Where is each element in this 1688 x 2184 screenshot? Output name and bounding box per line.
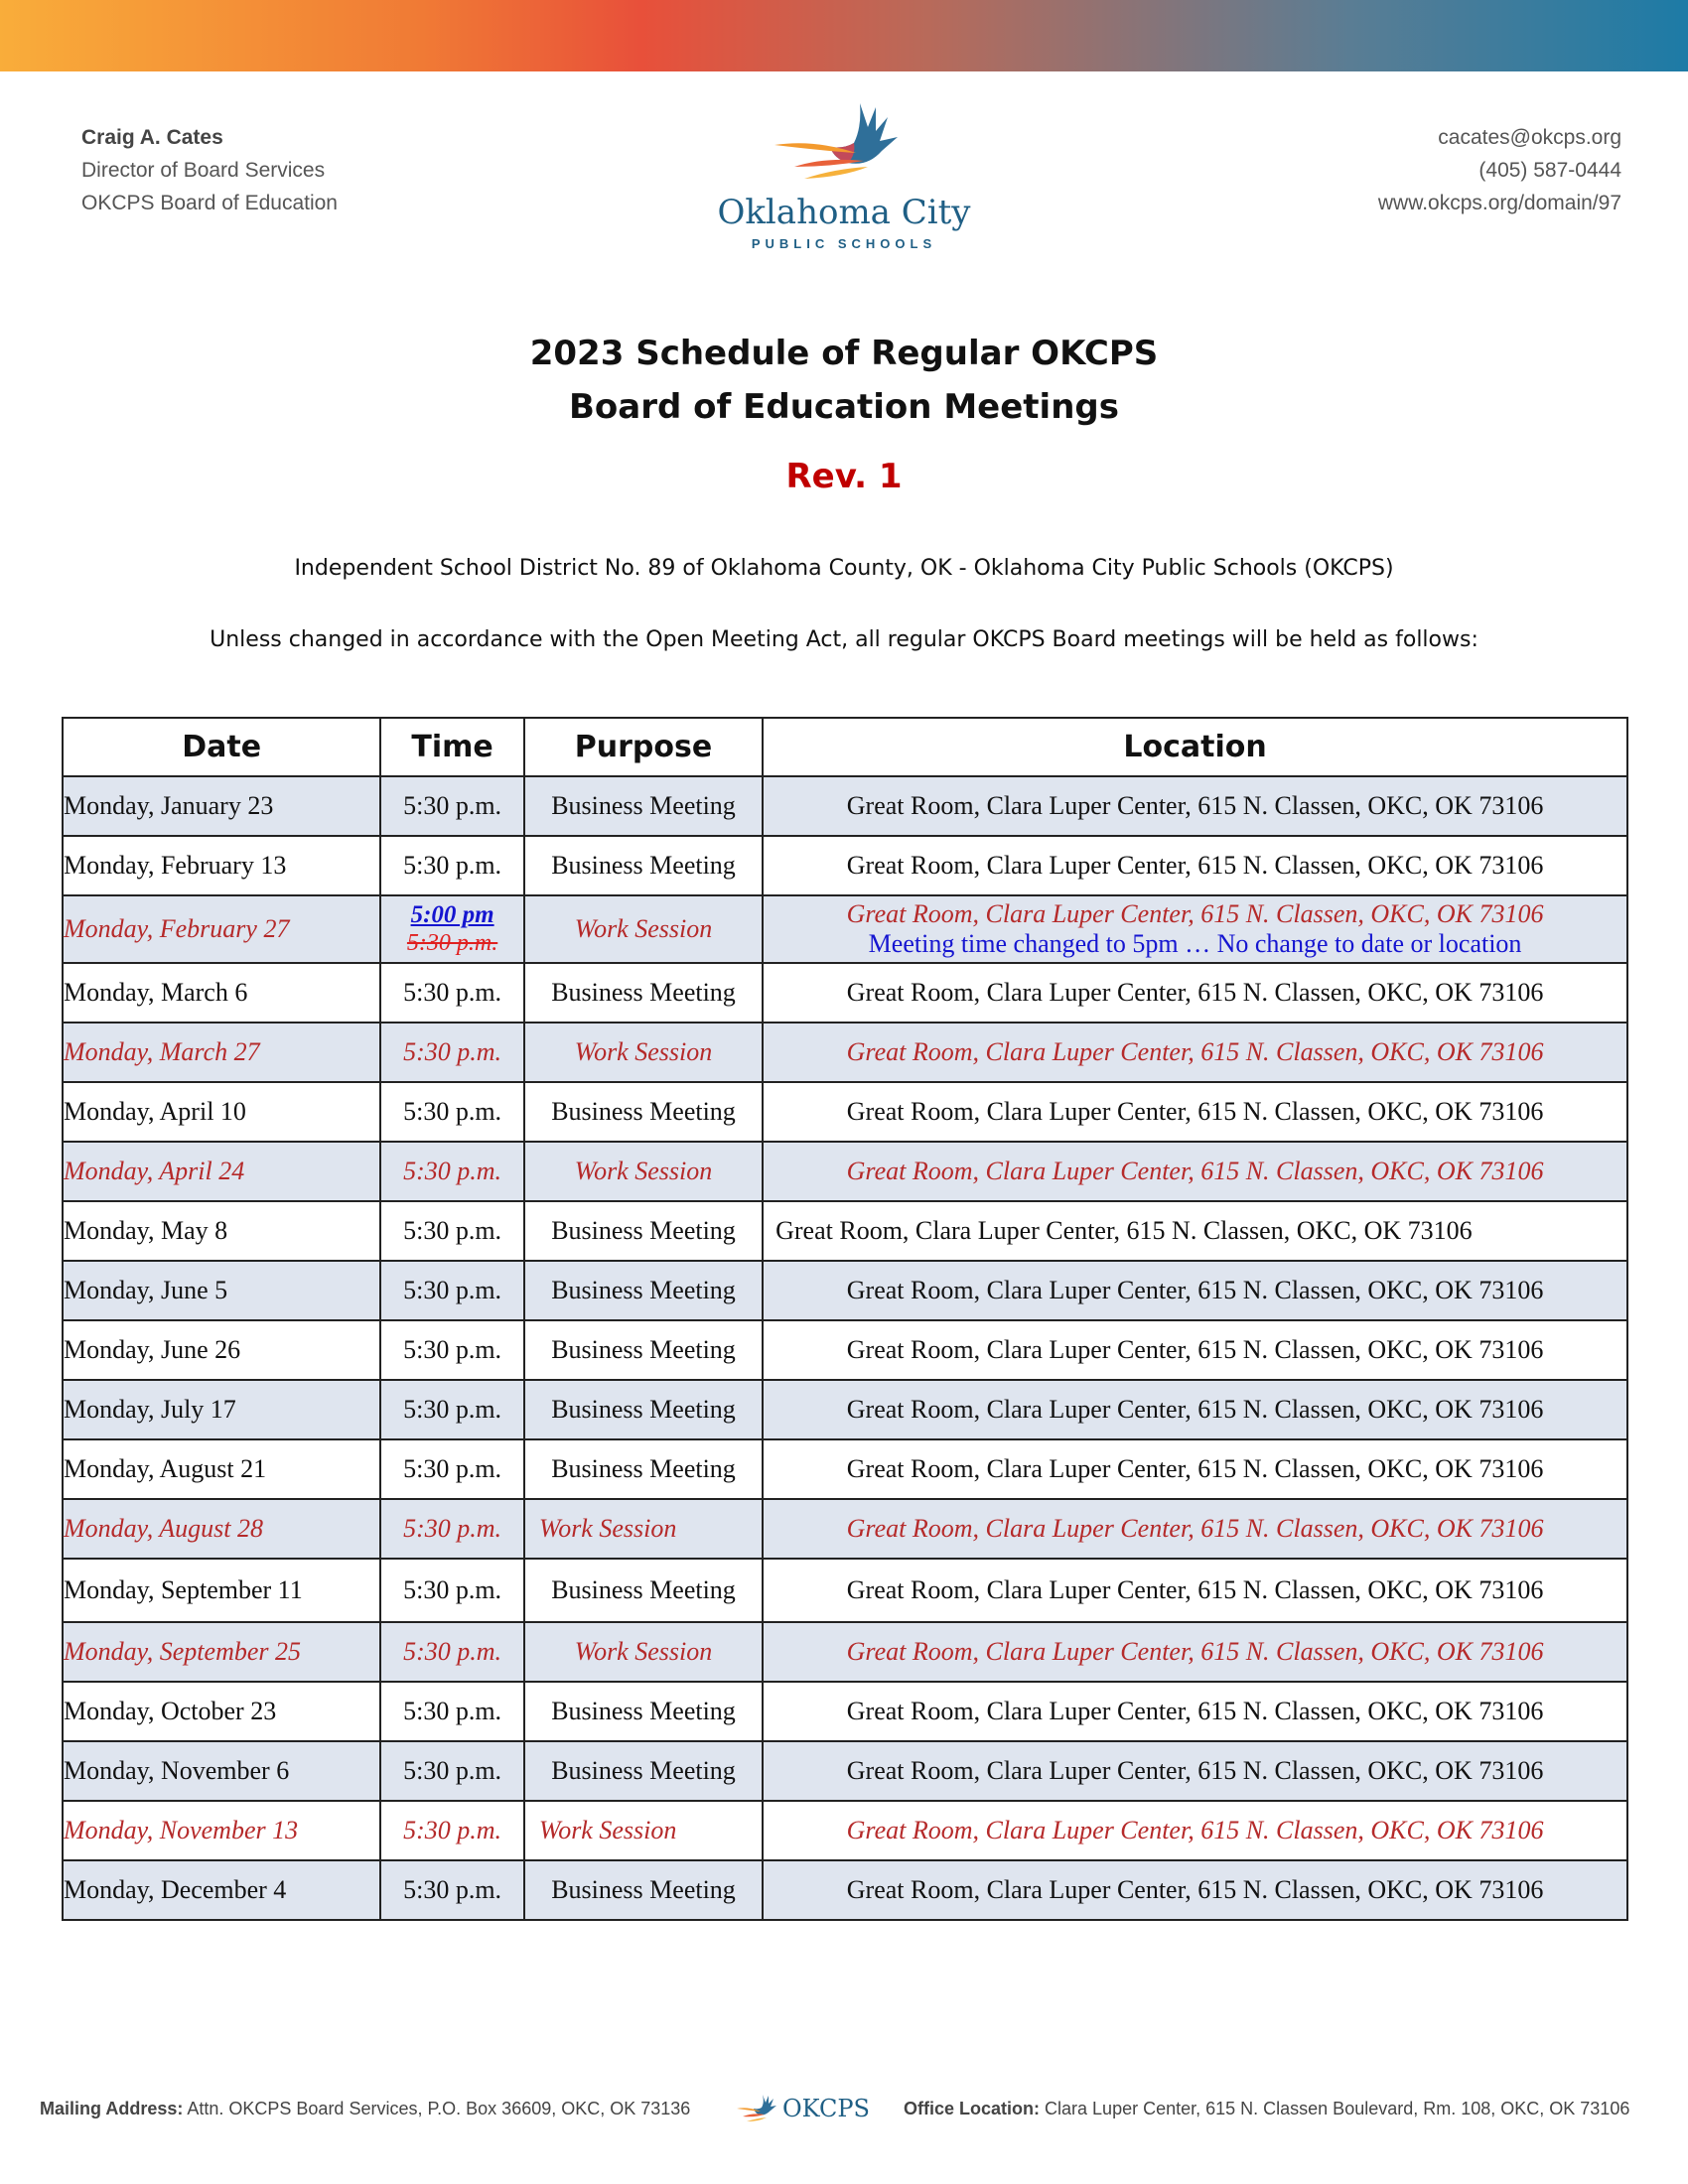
table-row [63, 1320, 1627, 1380]
footer-logo-text: OKCPS [782, 2095, 870, 2122]
cell-date: Monday, December 4 [63, 1860, 380, 1920]
cell-date: Monday, August 28 [63, 1499, 380, 1559]
logo-subtitle: PUBLIC SCHOOLS [751, 236, 937, 251]
table-header-row [63, 718, 1627, 776]
cell-time: 5:30 p.m. [380, 1261, 524, 1320]
cell-location: Great Room, Clara Luper Center, 615 N. Classen, OKC, OK 73106 [763, 1320, 1627, 1380]
cell-purpose: Business Meeting [524, 1682, 763, 1741]
cell-location [763, 895, 1627, 963]
mailing-address-value: Attn. OKCPS Board Services, P.O. Box 36609, OKC, OK 73136 [187, 2099, 691, 2118]
cell-purpose: Business Meeting [524, 836, 763, 895]
table-row [63, 1201, 1627, 1261]
table-row [63, 1082, 1627, 1142]
office-location-value: Clara Luper Center, 615 N. Classen Boulevard, Rm. 108, OKC, OK 73106 [1045, 2099, 1630, 2118]
cell-time: 5:30 p.m. [380, 1082, 524, 1142]
open-meeting-notice: Unless changed in accordance with the Open Meeting Act, all regular OKCPS Board meetings will be held as follows: [210, 627, 1478, 652]
cell-time: 5:30 p.m. [380, 1439, 524, 1499]
change-note: Meeting time changed to 5pm … No change to date or location [868, 929, 1522, 958]
document-title-line2: Board of Education Meetings [569, 387, 1119, 427]
cell-purpose: Business Meeting [524, 1380, 763, 1439]
table-row-work-session [63, 1622, 1627, 1682]
cell-purpose: Business Meeting [524, 1201, 763, 1261]
cell-location: Great Room, Clara Luper Center, 615 N. Classen, OKC, OK 73106 [763, 1082, 1627, 1142]
cell-purpose: Business Meeting [524, 1559, 763, 1622]
table-row [63, 963, 1627, 1023]
cell-time: 5:30 p.m. [380, 776, 524, 836]
meeting-schedule-table [62, 717, 1628, 1921]
new-time: 5:00 pm [410, 901, 494, 928]
table-row-changed [63, 895, 1627, 963]
table-row [63, 776, 1627, 836]
sender-org: OKCPS Board of Education [81, 192, 338, 214]
cell-purpose: Business Meeting [524, 963, 763, 1023]
cell-time: 5:30 p.m. [380, 1023, 524, 1082]
cell-purpose: Work Session [524, 1801, 763, 1860]
cell-location: Great Room, Clara Luper Center, 615 N. Classen, OKC, OK 73106 [763, 1439, 1627, 1499]
header-date: Date [63, 718, 380, 776]
cell-purpose: Work Session [524, 1622, 763, 1682]
header-time: Time [380, 718, 524, 776]
cell-purpose: Business Meeting [524, 1741, 763, 1801]
table-row [63, 1559, 1627, 1622]
table-row-work-session [63, 1499, 1627, 1559]
cell-purpose: Work Session [524, 1023, 763, 1082]
cell-time: 5:30 p.m. [380, 1741, 524, 1801]
cell-date: Monday, August 21 [63, 1439, 380, 1499]
cell-location: Great Room, Clara Luper Center, 615 N. Classen, OKC, OK 73106 [763, 836, 1627, 895]
cell-location: Great Room, Clara Luper Center, 615 N. Classen, OKC, OK 73106 [763, 1860, 1627, 1920]
table-row [63, 836, 1627, 895]
sender-contact-block [81, 121, 338, 219]
cell-location: Great Room, Clara Luper Center, 615 N. Classen, OKC, OK 73106 [763, 1801, 1627, 1860]
contact-email[interactable]: cacates@okcps.org [1438, 126, 1621, 149]
cell-time: 5:30 p.m. [380, 963, 524, 1023]
bird-logo-icon [735, 2093, 780, 2128]
header-purpose: Purpose [524, 718, 763, 776]
cell-purpose: Business Meeting [524, 1320, 763, 1380]
cell-date: Monday, September 11 [63, 1559, 380, 1622]
cell-date: Monday, May 8 [63, 1201, 380, 1261]
district-statement: Independent School District No. 89 of Oklahoma County, OK - Oklahoma City Public Schools (OKCPS) [294, 556, 1394, 581]
cell-date: Monday, July 17 [63, 1380, 380, 1439]
table-row-work-session [63, 1801, 1627, 1860]
document-title-line1: 2023 Schedule of Regular OKCPS [529, 334, 1159, 373]
table-row [63, 1741, 1627, 1801]
logo-wordmark: Oklahoma City [717, 193, 971, 232]
cell-date: Monday, April 24 [63, 1142, 380, 1201]
table-row-work-session [63, 1023, 1627, 1082]
cell-location: Great Room, Clara Luper Center, 615 N. Classen, OKC, OK 73106 [763, 1559, 1627, 1622]
location-text: Great Room, Clara Luper Center, 615 N. Classen, OKC, OK 73106 [846, 899, 1544, 928]
header-location: Location [763, 718, 1627, 776]
cell-date: Monday, March 6 [63, 963, 380, 1023]
table-row-work-session [63, 1142, 1627, 1201]
cell-location: Great Room, Clara Luper Center, 615 N. Classen, OKC, OK 73106 [763, 1622, 1627, 1682]
okcps-logo [710, 97, 978, 256]
page-footer [40, 2093, 1668, 2128]
table-row [63, 1860, 1627, 1920]
cell-location: Great Room, Clara Luper Center, 615 N. Classen, OKC, OK 73106 [763, 1201, 1627, 1261]
cell-time: 5:30 p.m. [380, 1559, 524, 1622]
struck-old-time: 5:30 p.m. [406, 930, 498, 956]
cell-time: 5:30 p.m. [380, 1499, 524, 1559]
cell-date: Monday, June 5 [63, 1261, 380, 1320]
cell-time: 5:30 p.m. [380, 1622, 524, 1682]
cell-location: Great Room, Clara Luper Center, 615 N. Classen, OKC, OK 73106 [763, 1261, 1627, 1320]
cell-date: Monday, November 13 [63, 1801, 380, 1860]
table-row [63, 1380, 1627, 1439]
cell-date: Monday, January 23 [63, 776, 380, 836]
cell-time: 5:30 p.m. [380, 1380, 524, 1439]
cell-purpose: Business Meeting [524, 1439, 763, 1499]
cell-purpose: Work Session [524, 1499, 763, 1559]
cell-location: Great Room, Clara Luper Center, 615 N. Classen, OKC, OK 73106 [763, 1741, 1627, 1801]
cell-location: Great Room, Clara Luper Center, 615 N. Classen, OKC, OK 73106 [763, 1499, 1627, 1559]
bird-logo-icon [765, 97, 923, 197]
table-row [63, 1439, 1627, 1499]
cell-date: Monday, October 23 [63, 1682, 380, 1741]
sender-name: Craig A. Cates [81, 126, 223, 149]
cell-date: Monday, June 26 [63, 1320, 380, 1380]
cell-date: Monday, March 27 [63, 1023, 380, 1082]
mailing-address-label: Mailing Address: [40, 2099, 184, 2118]
cell-location: Great Room, Clara Luper Center, 615 N. Classen, OKC, OK 73106 [763, 1142, 1627, 1201]
contact-info-block [1378, 121, 1621, 219]
cell-date: Monday, February 13 [63, 836, 380, 895]
cell-date: Monday, February 27 [63, 895, 380, 963]
cell-time: 5:30 p.m. [380, 1682, 524, 1741]
cell-purpose: Work Session [524, 1142, 763, 1201]
cell-location: Great Room, Clara Luper Center, 615 N. Classen, OKC, OK 73106 [763, 1682, 1627, 1741]
cell-time: 5:30 p.m. [380, 1860, 524, 1920]
cell-purpose: Business Meeting [524, 776, 763, 836]
sender-role: Director of Board Services [81, 159, 326, 182]
cell-time: 5:30 p.m. [380, 1801, 524, 1860]
cell-purpose: Business Meeting [524, 1082, 763, 1142]
cell-purpose: Business Meeting [524, 1860, 763, 1920]
contact-website[interactable]: www.okcps.org/domain/97 [1377, 192, 1621, 214]
cell-date: Monday, April 10 [63, 1082, 380, 1142]
cell-time: 5:30 p.m. [380, 1320, 524, 1380]
revision-label: Rev. 1 [785, 457, 903, 496]
cell-location: Great Room, Clara Luper Center, 615 N. Classen, OKC, OK 73106 [763, 963, 1627, 1023]
table-row [63, 1682, 1627, 1741]
cell-time: 5:30 p.m. [380, 1201, 524, 1261]
office-location [904, 2099, 1629, 2119]
cell-time: 5:30 p.m. [380, 1142, 524, 1201]
cell-purpose: Business Meeting [524, 1261, 763, 1320]
cell-time: 5:30 p.m. [380, 836, 524, 895]
cell-location: Great Room, Clara Luper Center, 615 N. Classen, OKC, OK 73106 [763, 776, 1627, 836]
cell-date: Monday, September 25 [63, 1622, 380, 1682]
cell-purpose: Work Session [524, 895, 763, 963]
cell-time-changed [380, 895, 524, 963]
cell-location: Great Room, Clara Luper Center, 615 N. Classen, OKC, OK 73106 [763, 1023, 1627, 1082]
table-row [63, 1261, 1627, 1320]
cell-date: Monday, November 6 [63, 1741, 380, 1801]
brand-gradient-bar [0, 0, 1688, 71]
office-location-label: Office Location: [904, 2099, 1041, 2118]
footer-logo [735, 2093, 884, 2128]
contact-phone: (405) 587-0444 [1478, 159, 1621, 182]
mailing-address [40, 2099, 690, 2119]
cell-location: Great Room, Clara Luper Center, 615 N. Classen, OKC, OK 73106 [763, 1380, 1627, 1439]
